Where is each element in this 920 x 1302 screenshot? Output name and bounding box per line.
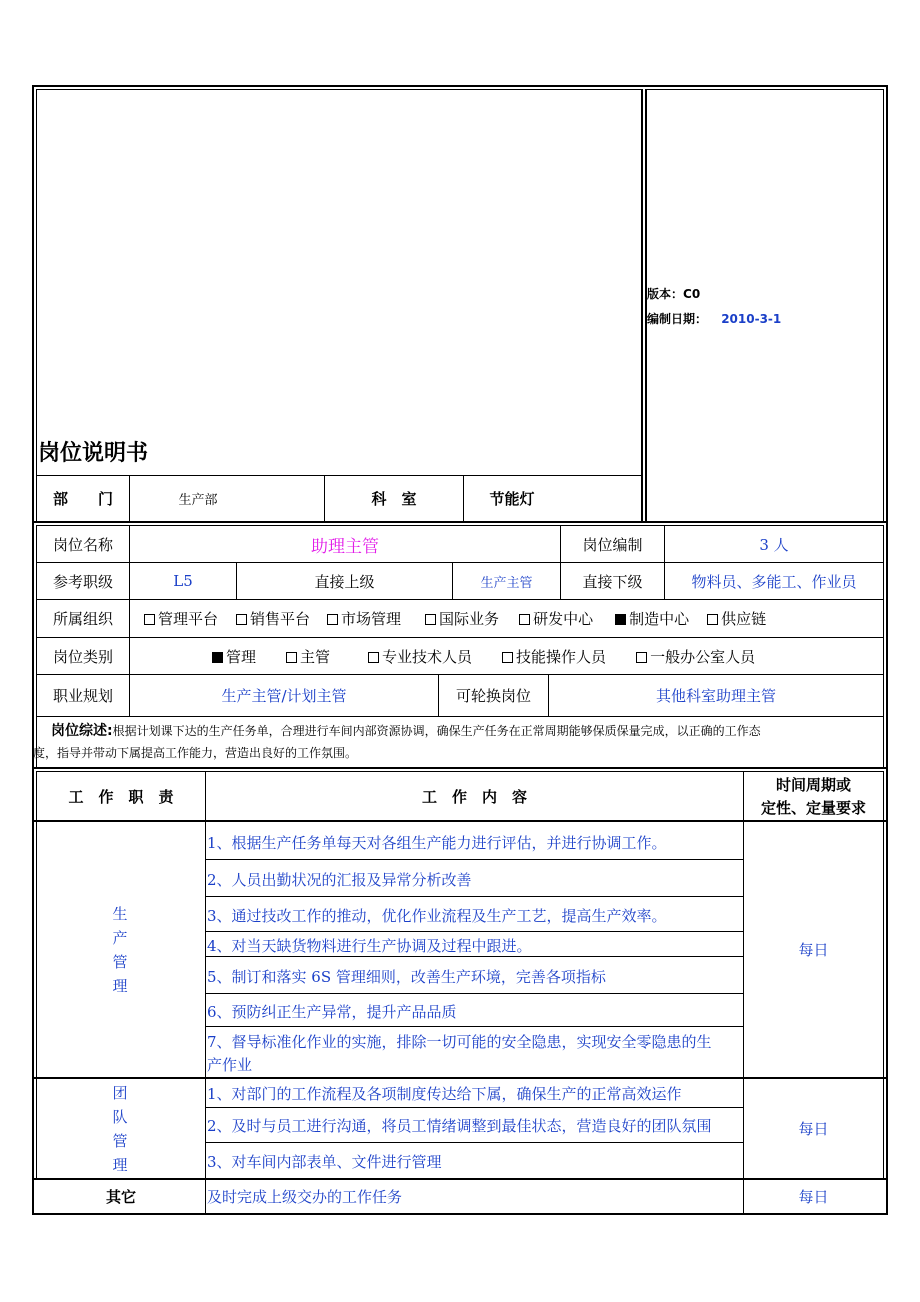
list-item: 7、督导标准化作业的实施，排除一切可能的安全隐患，实现安全零隐患的生 xyxy=(207,1033,712,1051)
checkbox-label: 主管 xyxy=(300,647,331,666)
group-team-char: 理 xyxy=(112,1156,128,1174)
checkbox-option[interactable] xyxy=(368,646,472,667)
list-item: 2、人员出勤状况的汇报及异常分析改善 xyxy=(207,871,472,889)
list-item: 1、根据生产任务单每天对各组生产能力进行评估，并进行协调工作。 xyxy=(207,834,667,852)
unchecked-box-icon[interactable] xyxy=(236,614,247,625)
summary-line1: 根据计划课下达的生产任务单，合理进行车间内部资源协调，确保生产任务在正常周期能够保质保量完成，以正确的工作态 xyxy=(112,724,761,738)
org-options xyxy=(142,600,882,637)
date-label: 编制日期： xyxy=(647,312,708,326)
page-title: 岗位说明书 xyxy=(38,441,149,466)
career-value: 生产主管/计划主管 xyxy=(221,687,347,705)
list-item: 3、通过技改工作的推动，优化作业流程及生产工艺，提高生产效率。 xyxy=(207,907,667,925)
unchecked-box-icon[interactable] xyxy=(368,652,379,663)
group-team-char: 团 xyxy=(112,1084,128,1102)
list-item: 产作业 xyxy=(207,1056,253,1074)
group-production-char: 管 xyxy=(112,953,128,971)
version-value: C0 xyxy=(683,287,701,301)
unchecked-box-icon[interactable] xyxy=(144,614,155,625)
list-item: 2、及时与员工进行沟通，将员工情绪调整到最佳状态，营造良好的团队氛围 xyxy=(207,1117,712,1135)
direct-superior-label: 直接上级 xyxy=(314,572,375,591)
checkbox-option[interactable] xyxy=(144,608,218,629)
duties-col-period-line1: 时间周期或 xyxy=(775,776,851,794)
checkbox-option[interactable] xyxy=(327,608,401,629)
direct-superior-value: 生产主管 xyxy=(480,575,533,591)
group-production-char: 生 xyxy=(112,905,128,923)
dept-value: 生产部 xyxy=(178,493,218,508)
unchecked-box-icon[interactable] xyxy=(286,652,297,663)
summary-label: 岗位综述: xyxy=(51,723,113,739)
org-label: 所属组织 xyxy=(52,610,113,628)
duties-col-content: 工 作 内 容 xyxy=(421,787,527,806)
list-item: 4、对当天缺货物料进行生产协调及过程中跟进。 xyxy=(207,937,532,955)
version-label-text: 版本： xyxy=(647,287,684,301)
duties-col-period xyxy=(744,774,883,820)
date-row xyxy=(647,310,781,327)
ref-level-label: 参考职级 xyxy=(52,572,113,591)
checkbox-option[interactable] xyxy=(212,646,256,667)
duties-col-responsibility: 工 作 职 责 xyxy=(68,787,174,806)
summary xyxy=(33,720,885,764)
checkbox-label: 一般办公室人员 xyxy=(650,647,756,666)
checkbox-label: 供应链 xyxy=(721,610,767,628)
group-other-period: 每日 xyxy=(798,1188,829,1206)
checkbox-label: 市场管理 xyxy=(341,610,402,628)
group-production-char: 理 xyxy=(112,977,128,995)
group-team-char: 管 xyxy=(112,1132,128,1150)
checkbox-label: 管理 xyxy=(226,647,257,666)
checkbox-option[interactable] xyxy=(425,608,499,629)
group-production-name xyxy=(100,902,140,998)
group-production-period: 每日 xyxy=(798,941,829,959)
group-team-char: 队 xyxy=(112,1108,128,1126)
career-label: 职业规划 xyxy=(52,687,113,705)
checkbox-label: 管理平台 xyxy=(158,610,219,628)
group-team-name xyxy=(100,1081,140,1177)
checkbox-option[interactable] xyxy=(636,646,755,667)
list-item: 6、预防纠正生产异常，提升产品品质 xyxy=(207,1003,457,1021)
category-options xyxy=(210,638,880,674)
list-item: 5、制订和落实 6S 管理细则，改善生产环境，完善各项指标 xyxy=(207,968,606,986)
post-name-value: 助理主管 xyxy=(311,536,379,557)
date-value: 2010-3-1 xyxy=(721,312,782,326)
summary-line2: 度，指导并带动下属提高工作能力，营造出良好的工作氛围。 xyxy=(33,746,358,760)
category-label: 岗位类别 xyxy=(52,647,113,666)
list-item: 1、对部门的工作流程及各项制度传达给下属，确保生产的正常高效运作 xyxy=(207,1085,682,1103)
checkbox-label: 技能操作人员 xyxy=(516,647,607,666)
direct-subordinate-label: 直接下级 xyxy=(582,572,643,591)
checkbox-option[interactable] xyxy=(615,608,689,629)
unchecked-box-icon[interactable] xyxy=(707,614,718,625)
unchecked-box-icon[interactable] xyxy=(636,652,647,663)
version-label xyxy=(647,285,700,302)
section-label: 科 室 xyxy=(371,490,417,508)
post-quota-label: 岗位编制 xyxy=(582,535,643,554)
checkbox-label: 销售平台 xyxy=(250,610,311,628)
checked-box-icon[interactable] xyxy=(615,614,626,625)
post-name-label: 岗位名称 xyxy=(52,535,113,554)
list-item: 3、对车间内部表单、文件进行管理 xyxy=(207,1153,442,1171)
group-team-period: 每日 xyxy=(798,1120,829,1138)
checkbox-label: 国际业务 xyxy=(439,610,500,628)
checkbox-option[interactable] xyxy=(502,646,606,667)
direct-subordinate-value: 物料员、多能工、作业员 xyxy=(691,572,857,591)
checkbox-option[interactable] xyxy=(236,608,310,629)
ref-level-value: L5 xyxy=(173,572,193,590)
unchecked-box-icon[interactable] xyxy=(425,614,436,625)
unchecked-box-icon[interactable] xyxy=(327,614,338,625)
rotation-value: 其他科室助理主管 xyxy=(655,687,776,705)
post-quota-value: 3 人 xyxy=(759,535,789,554)
group-other-name: 其它 xyxy=(105,1188,136,1206)
checkbox-option[interactable] xyxy=(519,608,593,629)
section-value: 节能灯 xyxy=(489,490,535,508)
unchecked-box-icon[interactable] xyxy=(519,614,530,625)
checked-box-icon[interactable] xyxy=(212,652,223,663)
rotation-label: 可轮换岗位 xyxy=(455,687,531,705)
list-item: 及时完成上级交办的工作任务 xyxy=(207,1188,403,1206)
unchecked-box-icon[interactable] xyxy=(502,652,513,663)
checkbox-label: 制造中心 xyxy=(629,610,690,628)
duties-col-period-line2: 定性、定量要求 xyxy=(760,799,866,817)
dept-label: 部 门 xyxy=(52,490,113,508)
checkbox-option[interactable] xyxy=(286,646,330,667)
checkbox-label: 研发中心 xyxy=(533,610,594,628)
checkbox-option[interactable] xyxy=(707,608,766,629)
checkbox-label: 专业技术人员 xyxy=(382,647,473,666)
group-production-char: 产 xyxy=(112,929,128,947)
